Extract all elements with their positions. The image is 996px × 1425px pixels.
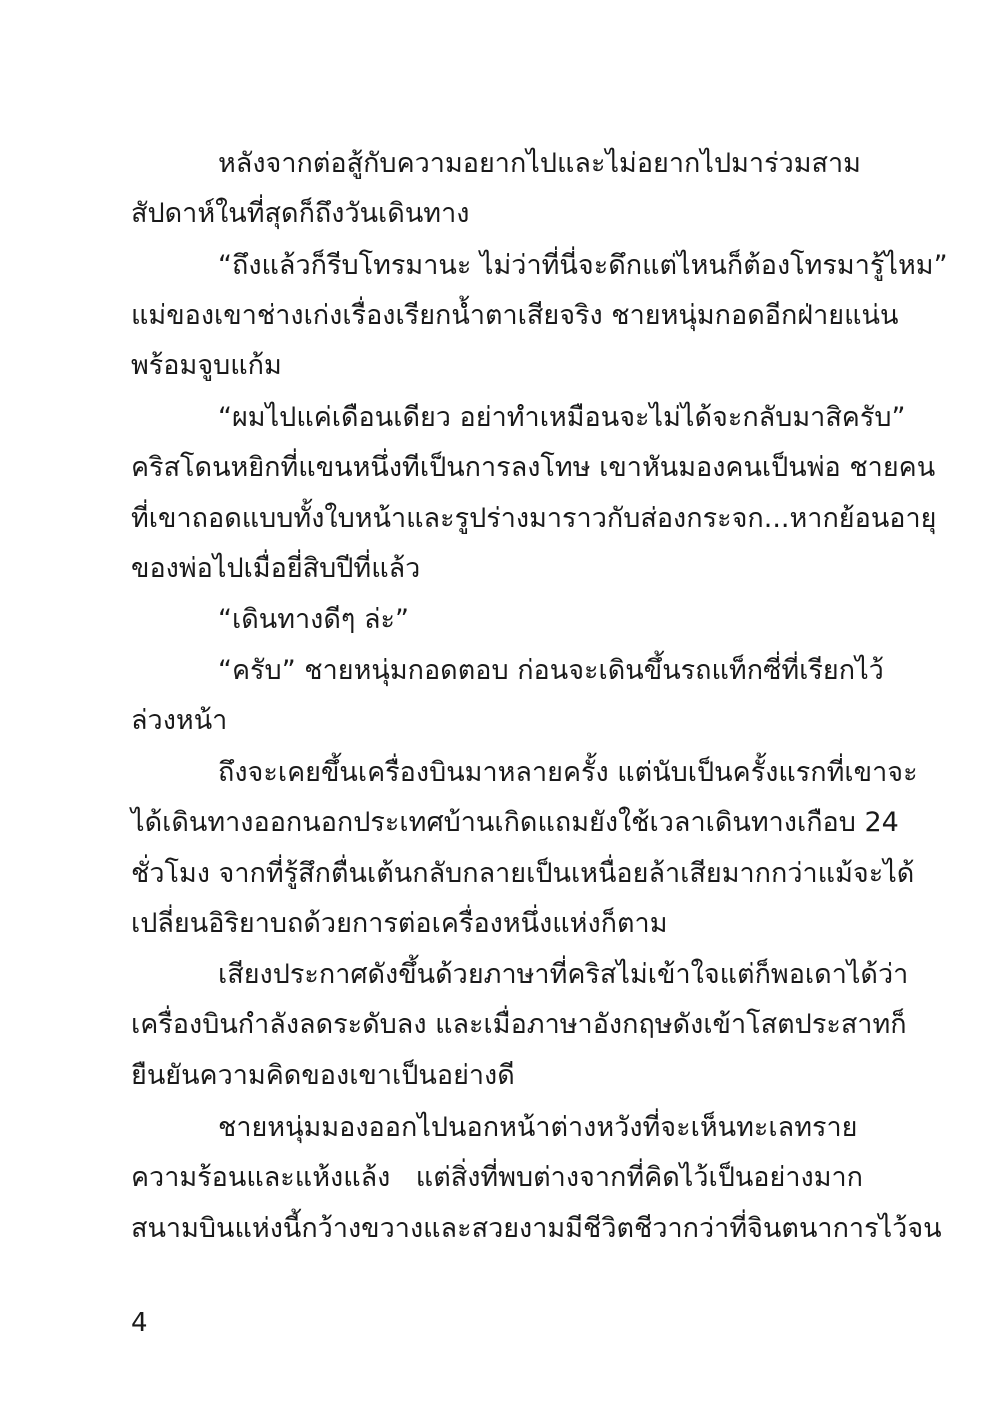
text-line: สัปดาห์ในที่สุดก็ถึงวันเดินทาง bbox=[131, 198, 470, 229]
text-line: ของพ่อไปเมื่อยี่สิบปีที่แล้ว bbox=[131, 553, 421, 584]
text-line: ชายหนุ่มมองออกไปนอกหน้าต่างหวังที่จะเห็นทะเลทราย bbox=[218, 1112, 858, 1143]
text-line: เครื่องบินกำลังลดระดับลง และเมื่อภาษาอังกฤษดังเข้าโสตประสาทก็ bbox=[131, 1009, 907, 1040]
text-line: ชั่วโมง จากที่รู้สึกตื่นเต้นกลับกลายเป็นเหนื่อยล้าเสียมากกว่าแม้จะได้ bbox=[131, 858, 915, 889]
text-line: ความร้อนและแห้งแล้ง แต่สิ่งที่พบต่างจากที่คิดไว้เป็นอย่างมาก bbox=[131, 1162, 863, 1193]
text-line: ยืนยันความคิดของเขาเป็นอย่างดี bbox=[131, 1060, 515, 1091]
text-line: “ถึงแล้วก็รีบโทรมานะ ไม่ว่าที่นี่จะดึกแต่ไหนก็ต้องโทรมารู้ไหม” bbox=[218, 250, 948, 281]
text-line: เสียงประกาศดังขึ้นด้วยภาษาที่คริสไม่เข้าใจแต่ก็พอเดาได้ว่า bbox=[218, 959, 909, 990]
text-line: ที่เขาถอดแบบทั้งใบหน้าและรูปร่างมาราวกับส่องกระจก...หากย้อนอายุ bbox=[131, 503, 937, 534]
text-line: พร้อมจูบแก้ม bbox=[131, 350, 282, 381]
text-line: “เดินทางดีๆ ล่ะ” bbox=[218, 604, 410, 635]
text-line: คริสโดนหยิกที่แขนหนึ่งทีเป็นการลงโทษ เขาหันมองคนเป็นพ่อ ชายคน bbox=[131, 452, 936, 483]
page-number: 4 bbox=[131, 1308, 148, 1338]
text-line: สนามบินแห่งนี้กว้างขวางและสวยงามมีชีวิตชีวากว่าที่จินตนาการไว้จน bbox=[131, 1213, 942, 1244]
text-line: “ครับ” ชายหนุ่มกอดตอบ ก่อนจะเดินขึ้นรถแท็กซี่ที่เรียกไว้ bbox=[218, 655, 884, 686]
text-line: ถึงจะเคยขึ้นเครื่องบินมาหลายครั้ง แต่นับเป็นครั้งแรกที่เขาจะ bbox=[218, 757, 918, 788]
text-line: หลังจากต่อสู้กับความอยากไปและไม่อยากไปมาร่วมสาม bbox=[218, 148, 861, 179]
text-line: เปลี่ยนอิริยาบถด้วยการต่อเครื่องหนึ่งแห่งก็ตาม bbox=[131, 908, 668, 939]
text-line: ล่วงหน้า bbox=[131, 705, 228, 736]
text-line: “ผมไปแค่เดือนเดียว อย่าทำเหมือนจะไม่ได้จะกลับมาสิครับ” bbox=[218, 402, 906, 433]
text-line: แม่ของเขาช่างเก่งเรื่องเรียกน้ำตาเสียจริง ชายหนุ่มกอดอีกฝ่ายแน่น bbox=[131, 300, 899, 331]
text-line: ได้เดินทางออกนอกประเทศบ้านเกิดแถมยังใช้เวลาเดินทางเกือบ 24 bbox=[131, 807, 899, 838]
